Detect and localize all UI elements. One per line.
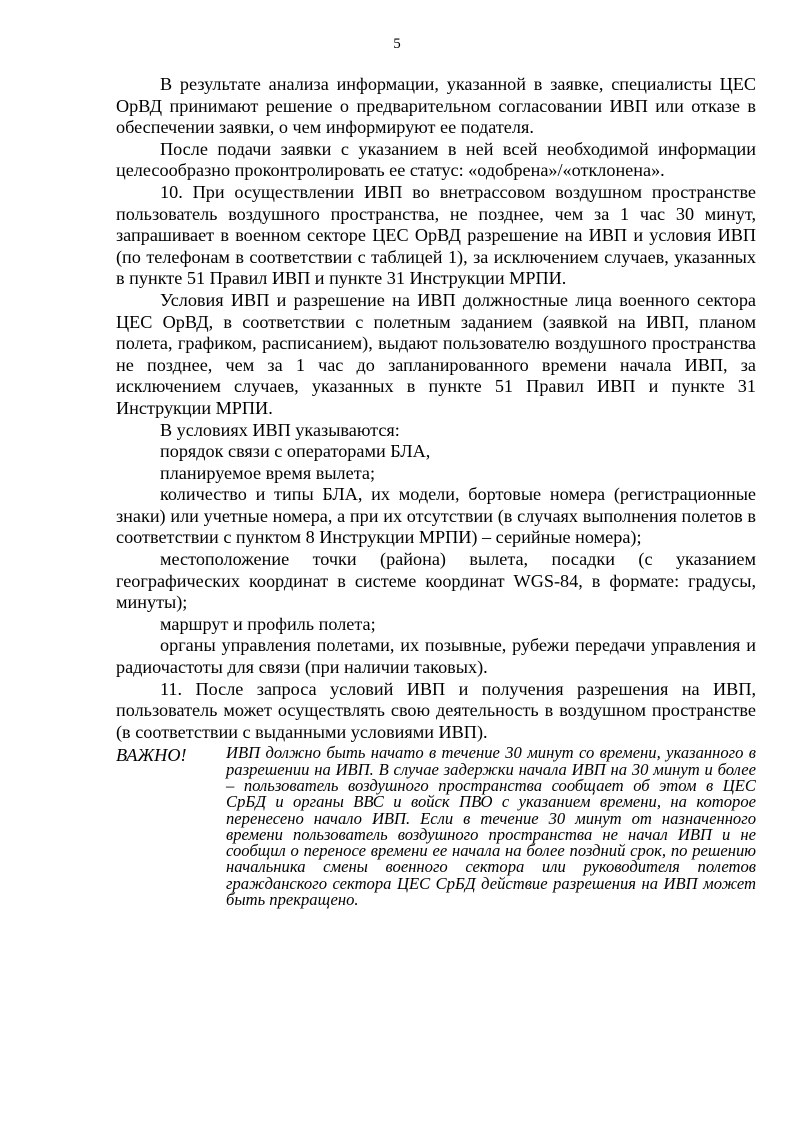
- important-text: ИВП должно быть начато в течение 30 минут со времени, указанного в разрешении на ИВП. В случае задержки начала ИВП на 30 минут и более – пользователь воздушного пространства сообщает об этом в ЦЕС СрБД и органы ВВС и войск ПВО с указанием времени, на которое перенесено начало ИВП. Если в течение 30 минут от назначенного времени пользователь воздушного пространства не начал ИВП и не сообщил о переносе времени ее начала на более поздний срок, по решению начальника смены военного сектора или руководителя полетов гражданского сектора ЦЕС СрБД действие разрешения на ИВП может быть прекращено.: [226, 743, 756, 910]
- paragraph-item-11: 11. После запроса условий ИВП и получения разрешения на ИВП, пользователь может осуществлять свою деятельность в воздушном пространстве (в соответствии с выданными условиями ИВП).: [116, 678, 756, 742]
- paragraph-item-10: 10. При осуществлении ИВП во внетрассовом воздушном пространстве пользователь воздушного пространства, не позднее, чем за 1 час 30 минут, запрашивает в военном секторе ЦЕС ОрВД разрешение на ИВП и условия ИВП (по телефонам в соответствии с таблицей 1), за исключением случаев, указанных в пункте 51 Правил ИВП и пункте 31 Инструкции МРПИ.: [116, 181, 756, 289]
- paragraph-analysis-result: В результате анализа информации, указанной в заявке, специалисты ЦЕС ОрВД принимают решение о предварительном согласовании ИВП или отказе в обеспечении заявки, о чем информируют ее подателя.: [116, 74, 756, 138]
- important-note: [116, 745, 756, 908]
- list-item-control-bodies: органы управления полетами, их позывные, рубежи передачи управления и радиочастоты для связи (при наличии таковых).: [116, 635, 756, 678]
- paragraph-conditions-issuance: Условия ИВП и разрешение на ИВП должностные лица военного сектора ЦЕС ОрВД, в соответствии с полетным заданием (заявкой на ИВП, планом полета, графиком, расписанием), выдают пользователю воздушного пространства не позднее, чем за 1 час до запланированного времени начала ИВП, за исключением случаев, указанных в пункте 51 Правил ИВП и пункте 31 Инструкции МРПИ.: [116, 289, 756, 418]
- list-item-departure-time: планируемое время вылета;: [160, 462, 375, 483]
- document-body: [116, 74, 756, 908]
- list-item-route: маршрут и профиль полета;: [160, 613, 376, 634]
- page-number: 5: [393, 36, 401, 52]
- list-item-communication: порядок связи с операторами БЛА,: [160, 441, 431, 462]
- paragraph-conditions-intro: В условиях ИВП указываются:: [160, 419, 400, 440]
- important-label: ВАЖНО!: [116, 745, 187, 766]
- paragraph-status-check: После подачи заявки с указанием в ней всей необходимой информации целесообразно проконтролировать ее статус: «одобрена»/«отклонена».: [116, 138, 756, 181]
- list-item-uav-types: количество и типы БЛА, их модели, бортовые номера (регистрационные знаки) или учетные номера, а при их отсутствии (в случаях выполнения полетов в соответствии с пунктом 8 Инструкции МРПИ) – серийные номера);: [116, 484, 756, 548]
- list-item-location: местоположение точки (района) вылета, посадки (с указанием географических координат в системе координат WGS-84, в формате: градусы, минуты);: [116, 549, 756, 613]
